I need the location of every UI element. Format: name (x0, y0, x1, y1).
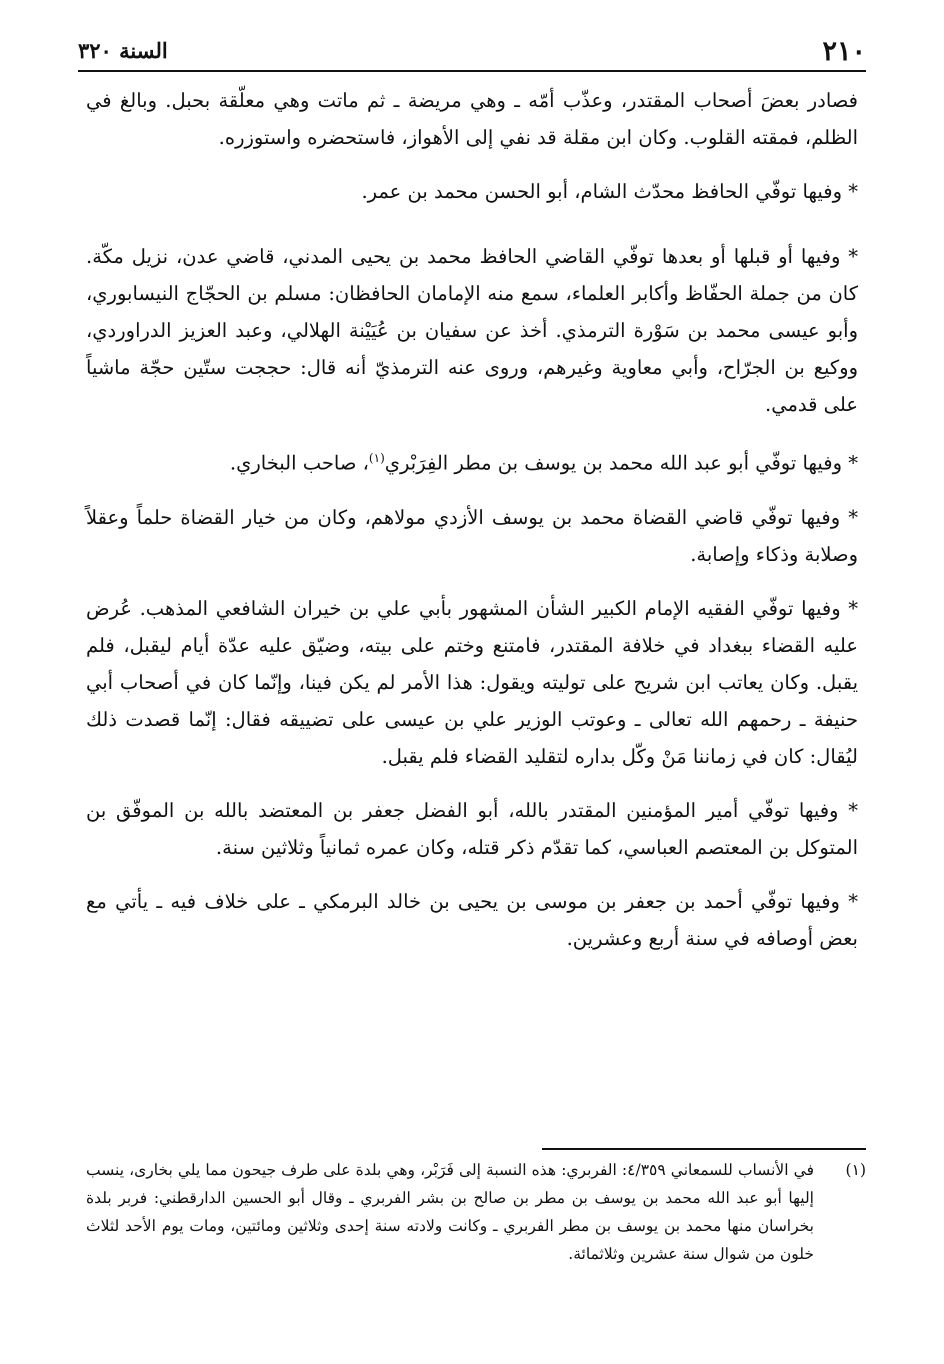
footnote (86, 1156, 866, 1268)
paragraph-4-tail: ، صاحب البخاري. (229, 451, 369, 475)
page-number: ٢١٠ (822, 36, 866, 67)
header-divider (78, 70, 866, 72)
paragraph-1: فصادر بعضَ أصحاب المقتدر، وعذّب أمّه ـ وهي مريضة ـ ثم ماتت وهي معلّقة بحبل. وبالغ في الظلم، فمقته القلوب. وكان ابن مقلة قد نفي إلى الأهواز، فاستحضره واستوزره. (86, 89, 858, 149)
paragraph-7: * وفيها توفّي أمير المؤمنين المقتدر بالله، أبو الفضل جعفر بن المعتضد بالله بن الموفّق بن المتوكل بن المعتصم العباسي، كما تقدّم ذكر قتله، وكان عمره ثمانياً وثلاثين سنة. (86, 798, 858, 859)
paragraph-5: * وفيها توفّي قاضي القضاة محمد بن يوسف الأزدي مولاهم، وكان من خيار القضاة حلماً وعقلاً وصلابة وذكاء وإصابة. (86, 505, 858, 566)
running-head-year: السنة ٣٢٠ (78, 38, 168, 63)
footnote-divider (542, 1148, 866, 1150)
main-text (86, 82, 858, 974)
paragraph-6: * وفيها توفّي الفقيه الإمام الكبير الشأن المشهور بأبي علي بن خيران الشافعي المذهب. عُرض عليه القضاء ببغداد في خلافة المقتدر، فامتنع وختم على بيته، وضيّق عليه عدّة أيام ليقبل، فلم يقبل. وكان يعاتب ابن شريح على توليته ويقول: هذا الأمر لم يكن فينا، وإنّما كان في أصحاب أبي حنيفة ـ رحمهم الله تعالى ـ وعوتب الوزير علي بن عيسى على تضييقه فقال: إنّما قصدت ذلك ليُقال: كان في زماننا مَنْ وكّل بداره لتقليد القضاء فلم يقبل. (86, 596, 858, 768)
footnote-marker: (١) (845, 1161, 866, 1179)
page-header (78, 34, 866, 74)
footnote-reference[interactable]: (١) (368, 451, 385, 465)
paragraph-4 (86, 440, 858, 482)
paragraph-4-main: * وفيها توفّي أبو عبد الله محمد بن يوسف بن مطر الفِرَبْري (384, 451, 858, 475)
footnote-text: في الأنساب للسمعاني ٤/٣٥٩: الفربري: هذه النسبة إلى فَرَبْر، وهي بلدة على طرف جيحون مما يلي بخارى، ينسب إليها أبو عبد الله محمد بن يوسف بن مطر بن صالح بن بشر الفربري ـ وقال أبو الحسين الدارقطني: فربر بلدة بخراسان منها محمد بن يوسف بن مطر الفربري ـ وكانت ولادته سنة إحدى وثلاثين ومائتين، ومات يوم الأحد لثلاث خلون من شوال سنة عشرين وثلاثمائة. (86, 1161, 814, 1263)
paragraph-3: * وفيها أو قبلها أو بعدها توفّي القاضي الحافظ محمد بن يحيى المدني، قاضي عدن، نزيل مكّة. كان من جملة الحفّاظ وأكابر العلماء، سمع منه الإمامان الحافظان: مسلم بن الحجّاج النيسابوري، وأبو عيسى محمد بن سَوْرة الترمذي. أخذ عن سفيان بن عُيَيْنة الهلالي، وعبد العزيز الدراوردي، ووكيع بن الجرّاح، وأبي معاوية وغيرهم، وروى عنه الترمذيّ أنه قال: حججت ستّين حجّة ماشياً على قدمي. (86, 245, 858, 416)
paragraph-2: * وفيها توفّي الحافظ محدّث الشام، أبو الحسن محمد بن عمر. (361, 180, 858, 203)
paragraph-8: * وفيها توفّي أحمد بن جعفر بن موسى بن يحيى بن خالد البرمكي ـ على خلاف فيه ـ يأتي مع بعض أوصافه في سنة أربع وعشرين. (86, 889, 858, 950)
